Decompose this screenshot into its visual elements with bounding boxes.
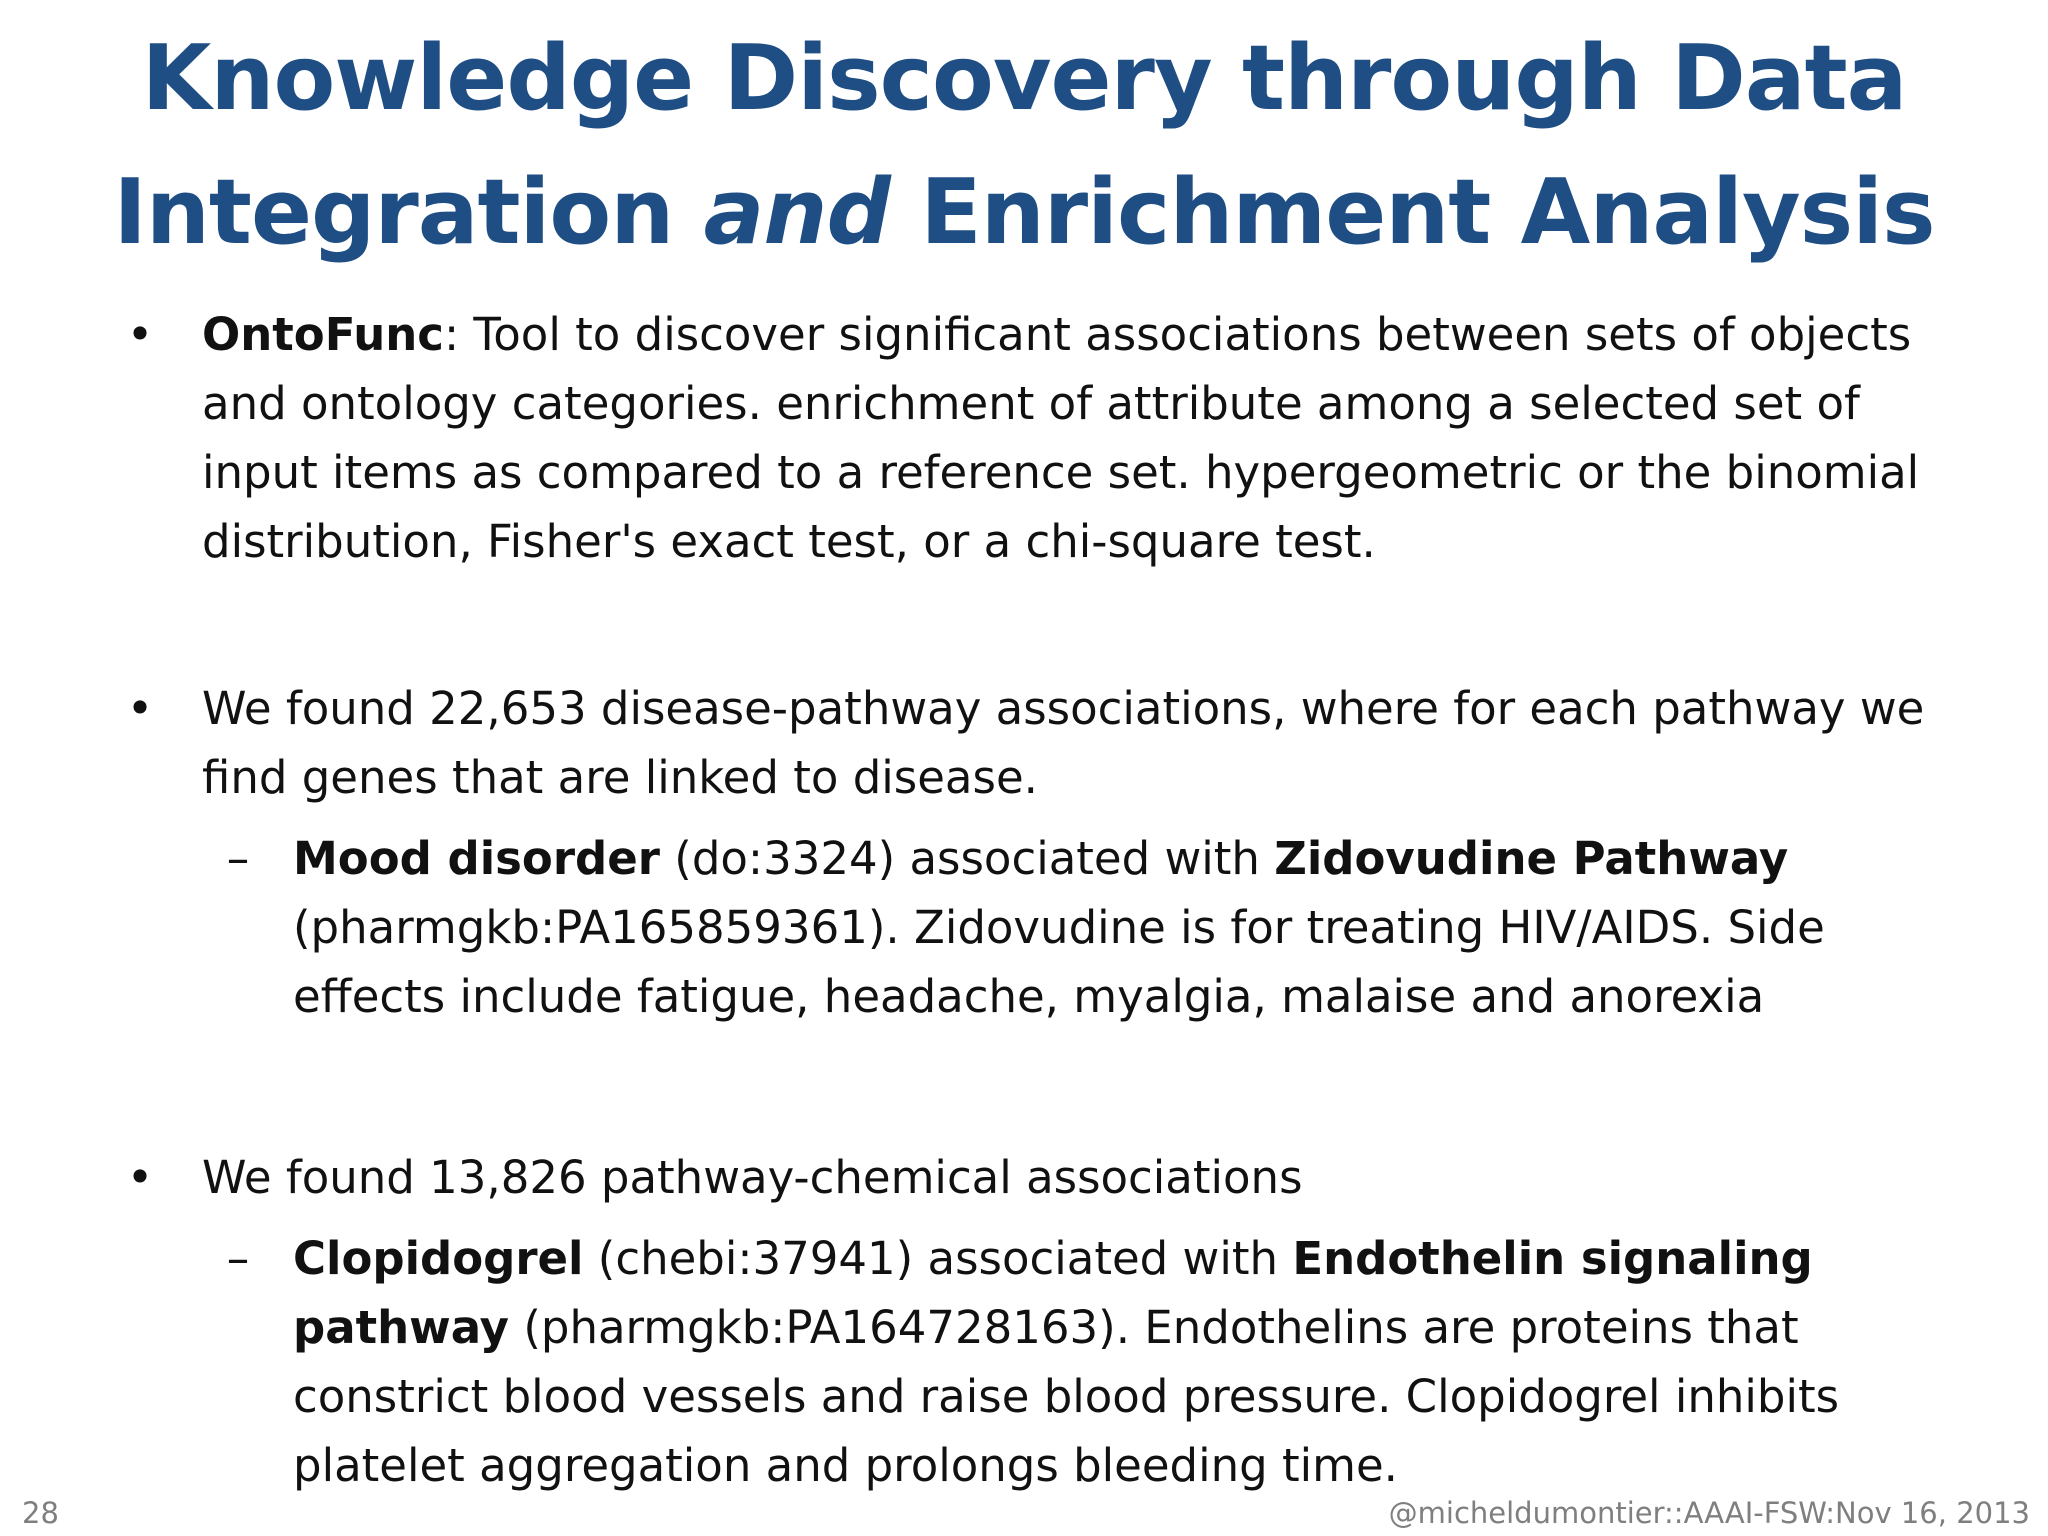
dash-marker: – [226, 832, 250, 885]
ontofunc-description: : Tool to discover significant associations between sets of objects and ontology categories. enrichment of attribute among a selected set of input items as compared to a reference set. hypergeometric or the binomial distribution, Fisher's exact test, or a chi-square test. [202, 308, 1920, 568]
bullet-text [202, 308, 1919, 568]
title-line-1: Knowledge Discovery through Data [141, 26, 1907, 131]
pathway-term: Zidovudine Pathway [1274, 832, 1789, 885]
bullet-text: We found 22,653 disease-pathway associations, where for each pathway we find genes that are linked to disease. [202, 682, 1925, 804]
bullet-marker: • [126, 682, 154, 735]
bullet-disease-pathway [120, 674, 1940, 812]
page-number: 28 [22, 1496, 59, 1530]
bullet-text: We found 13,826 pathway-chemical associations [202, 1151, 1303, 1204]
title-line-2-end: Enrichment Analysis [889, 160, 1935, 265]
chemical-term: Clopidogrel [293, 1232, 584, 1285]
disease-term: Mood disorder [293, 832, 660, 885]
sub-bullet-mood-disorder [120, 824, 1940, 1031]
bullet-marker: • [126, 308, 154, 361]
bullet-pathway-chemical [120, 1143, 1940, 1212]
sub-bullet-text: Mood disorder (do:3324) associated with Zidovudine Pathway (pharmgkb:PA165859361). Zidovudine is for treating HIV/AIDS. Side effects include fatigue, headache, myalgia, malaise and anorexia [293, 832, 1825, 1023]
sub-bullet-clopidogrel [120, 1224, 1940, 1500]
title-italic-word: and [703, 160, 890, 265]
title-line-2-start: Integration [113, 160, 704, 265]
footer-credit: @micheldumontier::AAAI-FSW:Nov 16, 2013 [1388, 1496, 2030, 1530]
slide-body [120, 300, 1940, 1500]
ontofunc-term: OntoFunc [202, 308, 444, 361]
bullet-ontofunc [120, 300, 1940, 576]
dash-marker: – [226, 1232, 250, 1285]
pathway-term: Endothelin signaling pathway [293, 1232, 1813, 1354]
slide-title [0, 12, 2048, 280]
sub-bullet-text: Clopidogrel (chebi:37941) associated with Endothelin signaling pathway (pharmgkb:PA164728163). Endothelins are proteins that constrict blood vessels and raise blood pressure. Clopidogrel inhibits platelet aggregation and prolongs bleeding time. [293, 1232, 1840, 1492]
bullet-marker: • [126, 1151, 154, 1204]
